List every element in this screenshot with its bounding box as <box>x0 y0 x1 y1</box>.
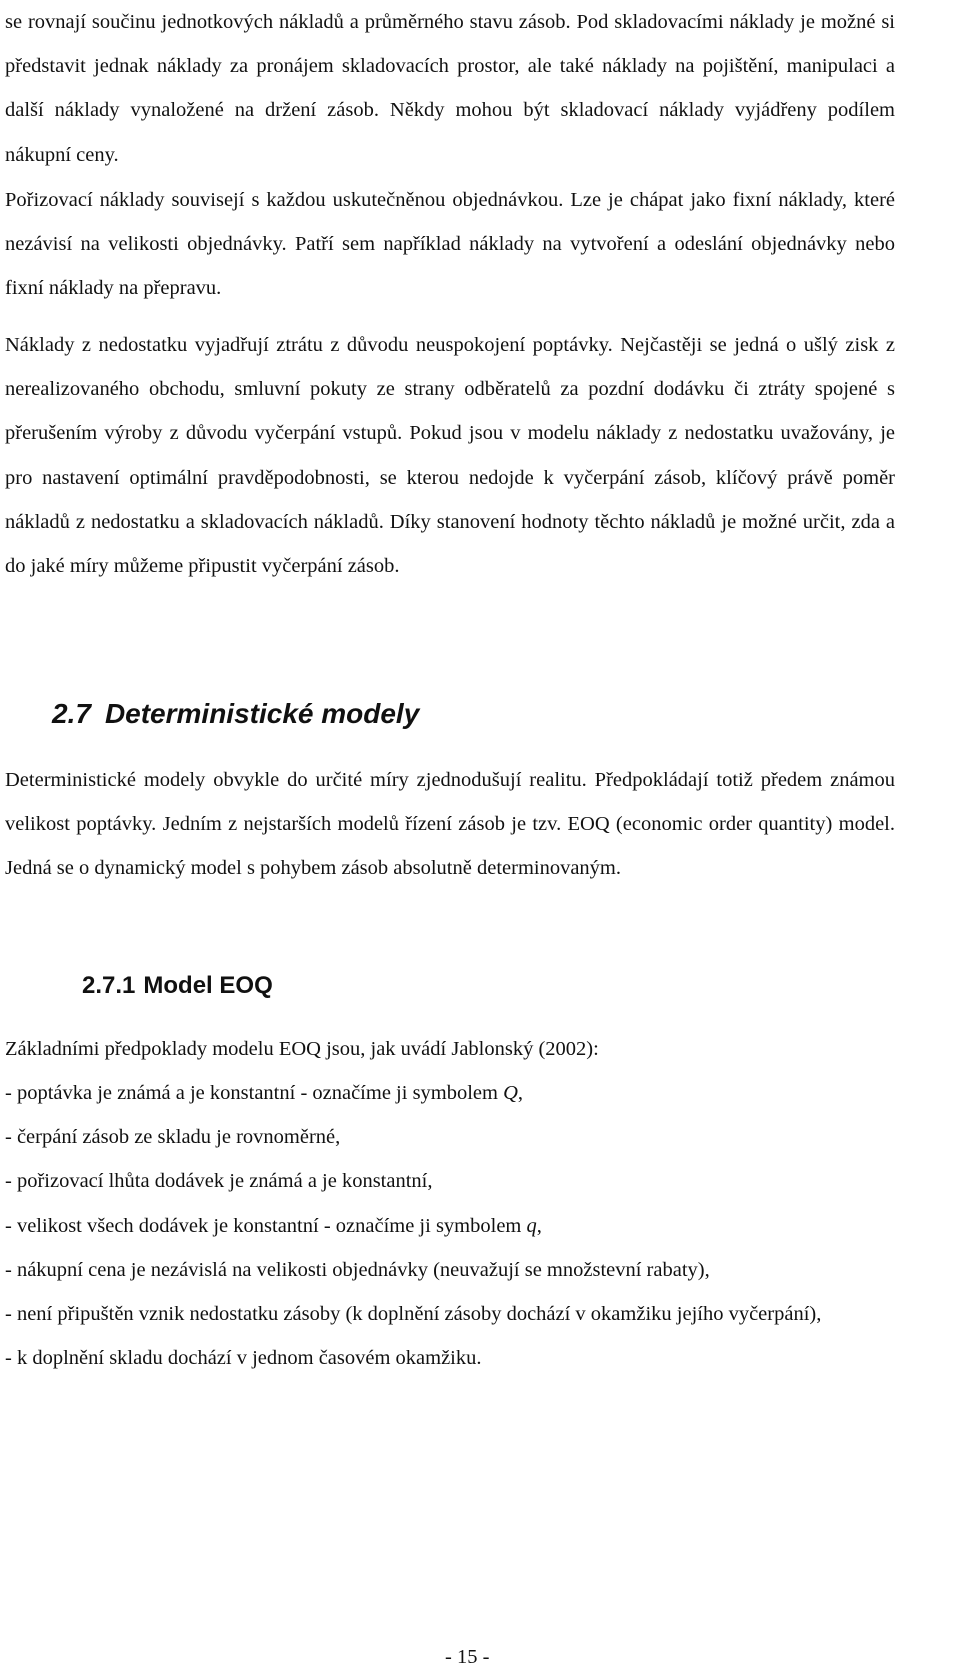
section-number: 2.7 <box>52 698 91 729</box>
page-number: - 15 - <box>445 1646 490 1668</box>
list-item: - velikost všech dodávek je konstantní - označíme ji symbolem q, <box>5 1214 542 1237</box>
symbol-q: q <box>526 1214 537 1237</box>
subsection-title: Model EOQ <box>143 972 273 999</box>
paragraph-eoq-assumptions-intro: Základními předpoklady modelu EOQ jsou, jak uvádí Jablonský (2002): <box>5 1038 599 1060</box>
list-item: - není připuštěn vznik nedostatku zásoby (k doplnění zásoby dochází v okamžiku jejího vyčerpání), <box>5 1303 822 1326</box>
paragraph-ordering-costs: Pořizovací náklady souvisejí s každou uskutečněnou objednávkou. Lze je chápat jako fixní náklady, které nezávisí na velikosti objednávky. Patří sem například náklady na vytvoření a odeslání objednávky nebo fixní náklady na přepravu. <box>5 189 895 300</box>
list-item: - čerpání zásob ze skladu je rovnoměrné, <box>5 1126 341 1149</box>
list-item: - pořizovací lhůta dodávek je známá a je konstantní, <box>5 1170 433 1193</box>
section-heading <box>52 697 419 731</box>
subsection-heading <box>82 971 273 1001</box>
list-item: - k doplnění skladu dochází v jednom časovém okamžiku. <box>5 1347 482 1370</box>
paragraph-shortage-costs: Náklady z nedostatku vyjadřují ztrátu z důvodu neuspokojení poptávky. Nejčastěji se jedná o ušlý zisk z nerealizovaného obchodu, smluvní pokuty ze strany odběratelů za pozdní dodávku či ztráty spojené s přerušením výroby z důvodu vyčerpání vstupů. Pokud jsou v modelu náklady z nedostatku uvažovány, je pro nastavení optimální pravděpodobnosti, se kterou nedojde k vyčerpání zásob, klíčový právě poměr nákladů z nedostatku a skladovacích nákladů. Díky stanovení hodnoty těchto nákladů je možné určit, zda a do jaké míry můžeme připustit vyčerpání zásob. <box>5 334 895 578</box>
list-item: - poptávka je známá a je konstantní - označíme ji symbolem Q, <box>5 1082 524 1104</box>
symbol-Q: Q <box>503 1082 518 1104</box>
paragraph-storage-costs: se rovnají součinu jednotkových nákladů a průměrného stavu zásob. Pod skladovacími náklady je možné si představit jednak náklady za pronájem skladovacích prostor, ale také náklady na pojištění, manipulaci a další náklady vynaložené na držení zásob. Někdy mohou být skladovací náklady vyjádřeny podílem nákupní ceny. <box>5 11 895 166</box>
assumptions-list <box>5 1071 895 1380</box>
section-title: Deterministické modely <box>104 698 420 729</box>
list-item: - nákupní cena je nezávislá na velikosti objednávky (neuvažují se množstevní rabaty), <box>5 1258 710 1281</box>
paragraph-deterministic-models: Deterministické modely obvykle do určité míry zjednodušují realitu. Předpokládají totiž předem známou velikost poptávky. Jedním z nejstarších modelů řízení zásob je tzv. EOQ (economic order quantity) model. Jedná se o dynamický model s pohybem zásob absolutně determinovaným. <box>5 769 895 880</box>
subsection-number: 2.7.1 <box>82 972 136 999</box>
